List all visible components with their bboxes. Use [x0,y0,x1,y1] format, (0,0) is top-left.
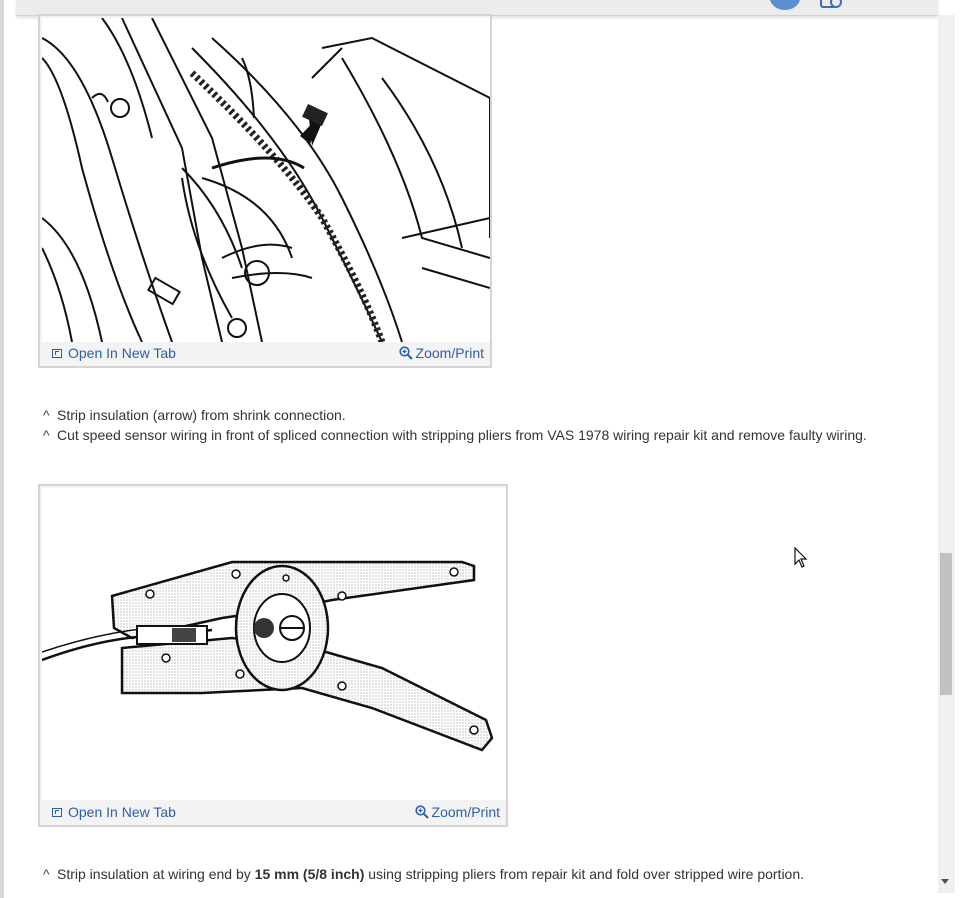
open-in-new-tab-icon [52,808,62,817]
step-marker: ^ [43,407,50,423]
zoom-in-icon [415,805,429,819]
wiring-illustration-svg [42,18,490,342]
zoom-in-icon [399,346,413,360]
zoom-print-label: Zoom/Print [431,804,500,820]
pliers-illustration-svg [42,488,506,800]
scroll-down-arrow-icon[interactable] [941,879,949,884]
toolbar-circle-button[interactable] [770,0,800,10]
step-item [43,864,804,884]
step-measurement: 15 mm (5/8 inch) [254,866,365,882]
zoom-print-link[interactable] [399,345,484,361]
step-text: Cut speed sensor wiring in front of spliced connection with stripping pliers from VAS 1978 wiring repair kit and remove faulty wiring. [57,427,867,443]
stripping-pliers-image [42,488,506,800]
open-in-new-tab-icon [52,349,62,358]
step-text: Strip insulation (arrow) from shrink connection. [57,407,346,423]
open-in-new-tab-label: Open In New Tab [68,345,176,361]
zoom-print-label: Zoom/Print [415,345,484,361]
steps-block-1 [43,405,867,445]
figure-2-actions [40,799,506,825]
step-marker: ^ [43,866,50,882]
steps-block-2 [43,864,804,884]
scrollbar-thumb[interactable] [940,553,952,695]
step-text-start: Strip insulation at wiring end by [57,866,255,882]
figure-2 [38,484,508,827]
figure-1-actions [40,340,490,366]
step-marker: ^ [43,427,50,443]
step-text-end: using stripping pliers from repair kit and fold over stripped wire portion. [364,866,805,882]
step-item [43,405,867,425]
vertical-scrollbar[interactable] [938,15,955,893]
figure-1 [38,14,492,368]
open-in-new-tab-label: Open In New Tab [68,804,176,820]
open-in-new-tab-link[interactable] [52,804,176,820]
wiring-diagram-image-1 [42,18,490,342]
mouse-cursor-icon [794,547,808,569]
zoom-print-link[interactable] [415,804,500,820]
step-item [43,425,867,445]
open-in-new-tab-link[interactable] [52,345,176,361]
add-to-list-icon[interactable] [820,0,838,8]
